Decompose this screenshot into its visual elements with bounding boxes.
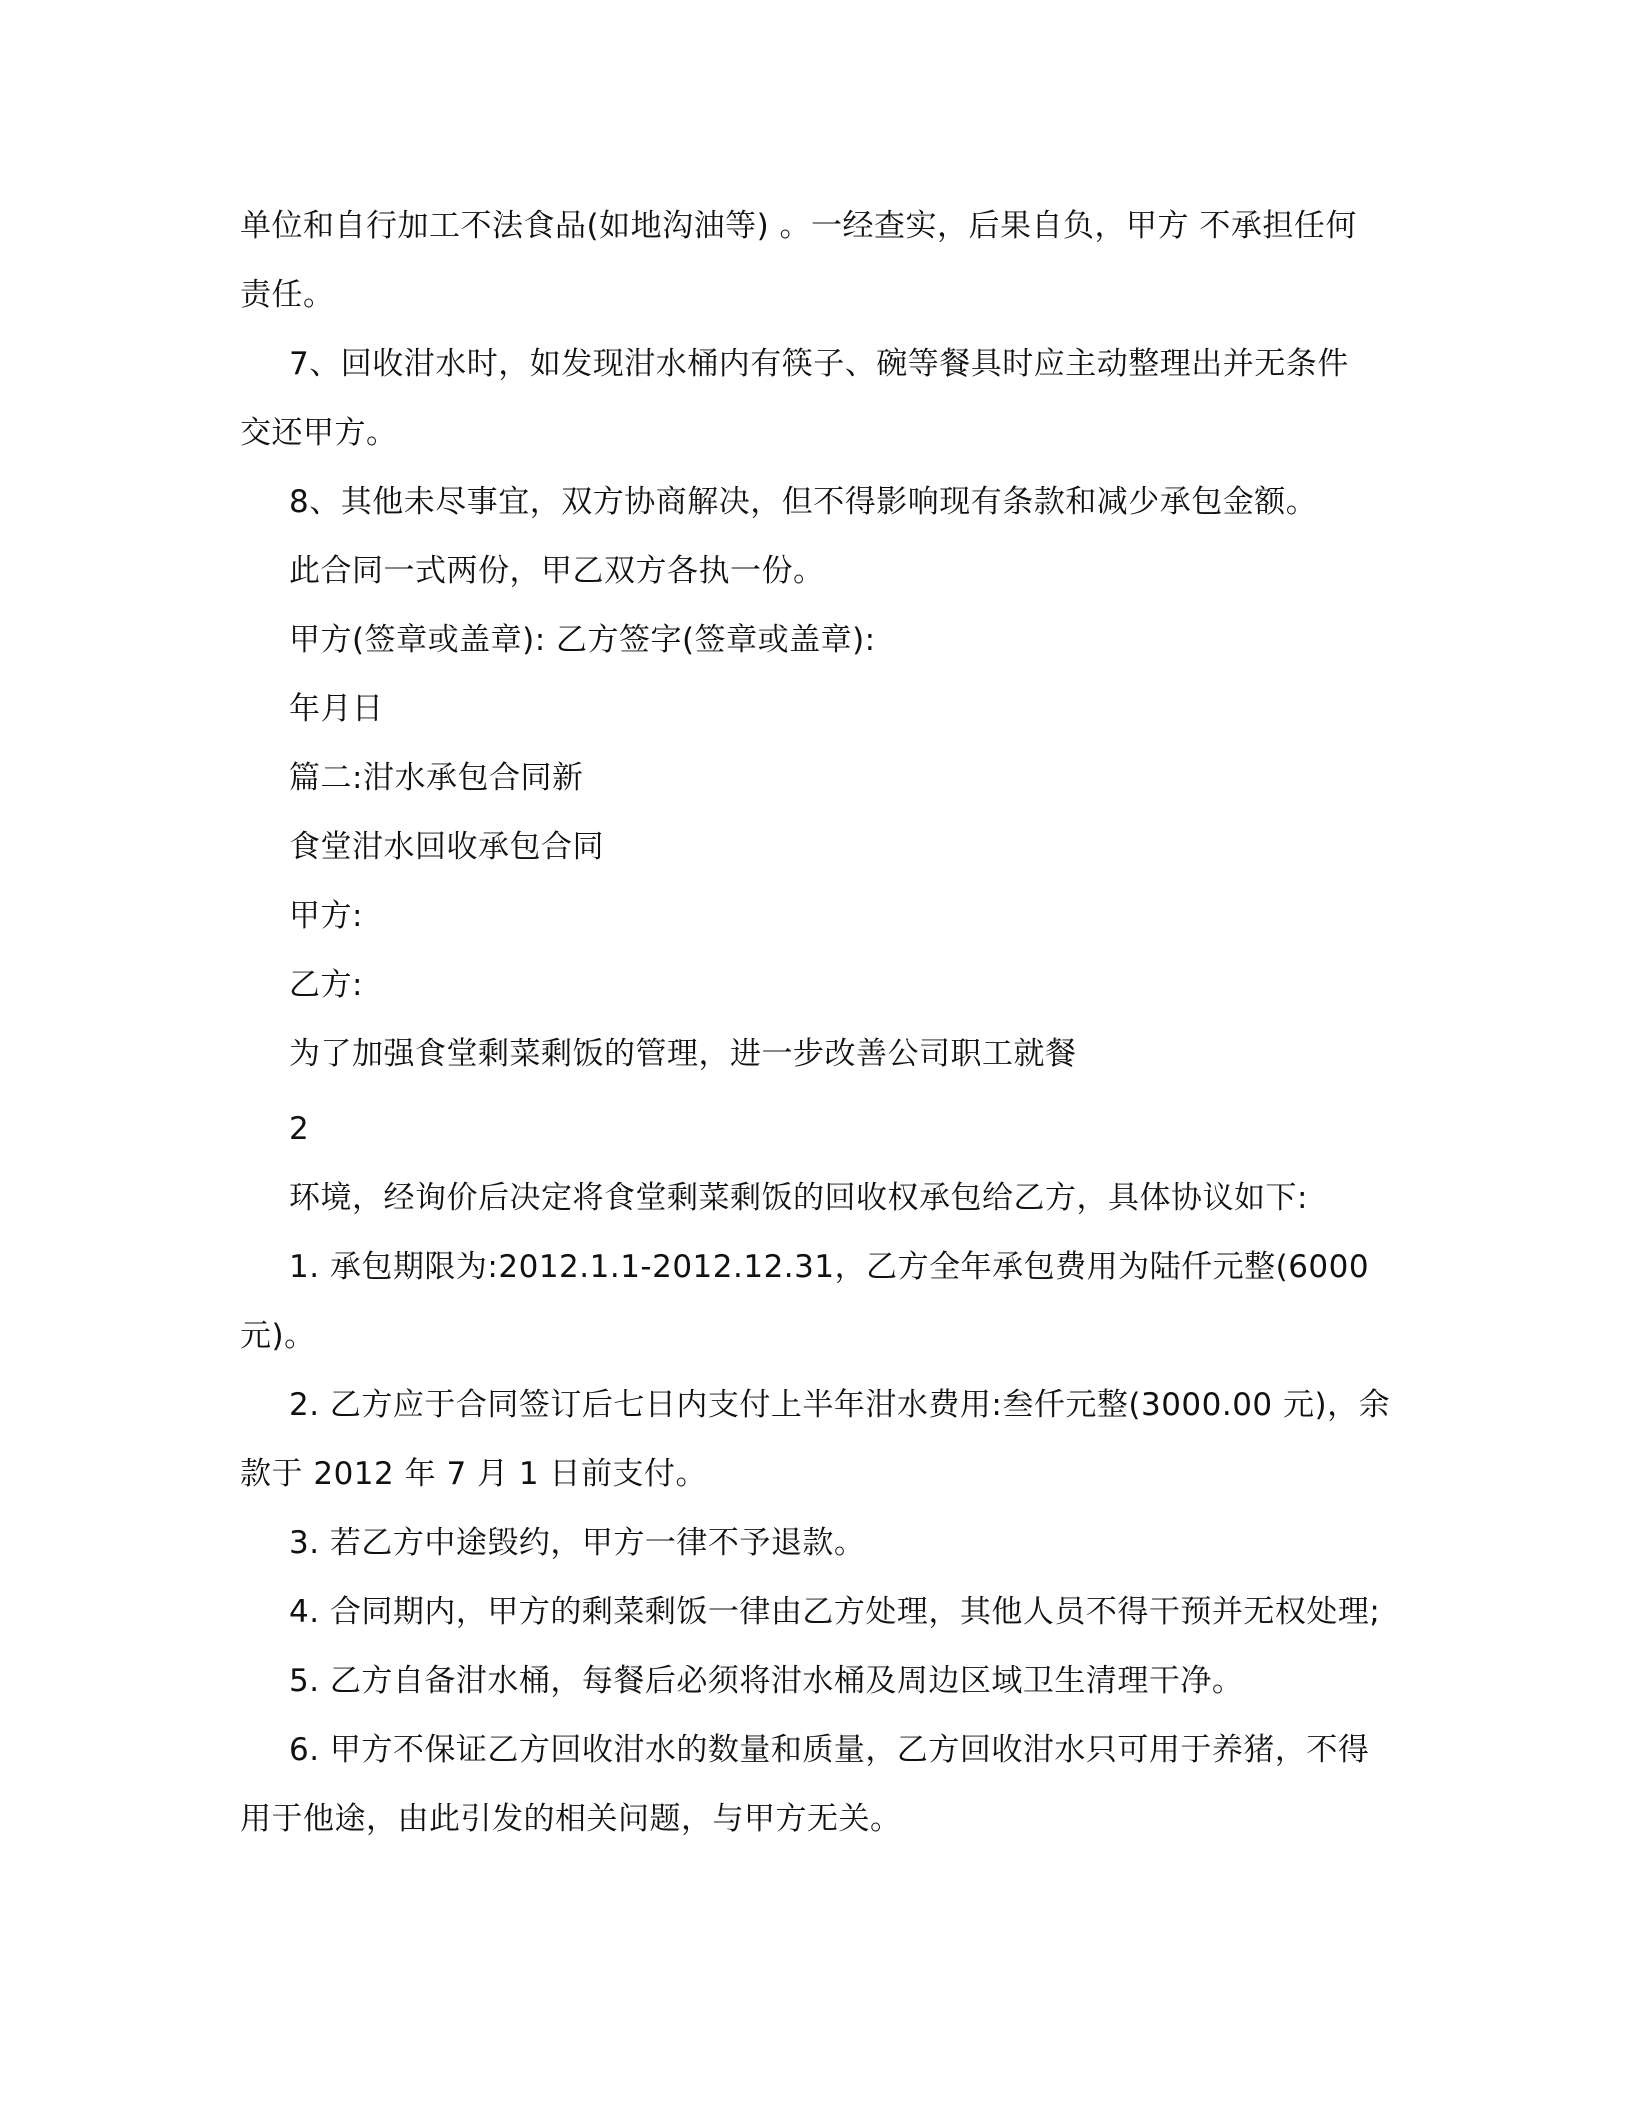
party-b-label: 乙方: xyxy=(289,967,363,1003)
clause-4: 4. 合同期内，甲方的剩菜剩饭一律由乙方处理，其他人员不得干预并无权处理; xyxy=(289,1594,1381,1630)
clause-1: 1. 承包期限为:2012.1.1-2012.12.31，乙方全年承包费用为陆仟元整(6000 xyxy=(289,1249,1370,1285)
date-line: 年月日 xyxy=(289,691,384,727)
section-heading: 篇二:泔水承包合同新 xyxy=(289,760,584,796)
text-line: 环境，经询价后决定将食堂剩菜剩饭的回收权承包给乙方，具体协议如下: xyxy=(289,1180,1308,1216)
text-line: 8、其他未尽事宜，双方协商解决，但不得影响现有条款和减少承包金额。 xyxy=(289,484,1318,520)
text-line: 交还甲方。 xyxy=(240,415,398,451)
text-line: 此合同一式两份，甲乙双方各执一份。 xyxy=(289,553,825,589)
text-line: 责任。 xyxy=(240,277,335,313)
clause-6: 6. 甲方不保证乙方回收泔水的数量和质量，乙方回收泔水只可用于养猪，不得 xyxy=(289,1732,1370,1768)
signature-line: 甲方(签章或盖章): 乙方签字(签章或盖章): xyxy=(289,622,876,658)
clause-6-cont: 用于他途，由此引发的相关问题，与甲方无关。 xyxy=(240,1801,902,1837)
clause-2-cont: 款于 2012 年 7 月 1 日前支付。 xyxy=(240,1456,707,1492)
text-line: 7、回收泔水时，如发现泔水桶内有筷子、碗等餐具时应主动整理出并无条件 xyxy=(289,346,1349,382)
clause-3: 3. 若乙方中途毁约，甲方一律不予退款。 xyxy=(289,1525,866,1561)
text-line: 单位和自行加工不法食品(如地沟油等) 。一经查实，后果自负，甲方 不承担任何 xyxy=(240,208,1357,244)
clause-1-cont: 元)。 xyxy=(240,1318,316,1354)
page-number: 2 xyxy=(289,1111,310,1147)
clause-2: 2. 乙方应于合同签订后七日内支付上半年泔水费用:叁仟元整(3000.00 元)，余 xyxy=(289,1387,1391,1423)
contract-title: 食堂泔水回收承包合同 xyxy=(289,829,604,865)
clause-5: 5. 乙方自备泔水桶，每餐后必须将泔水桶及周边区域卫生清理干净。 xyxy=(289,1663,1244,1699)
party-a-label: 甲方: xyxy=(289,898,363,934)
text-line: 为了加强食堂剩菜剩饭的管理，进一步改善公司职工就餐 xyxy=(289,1036,1077,1072)
